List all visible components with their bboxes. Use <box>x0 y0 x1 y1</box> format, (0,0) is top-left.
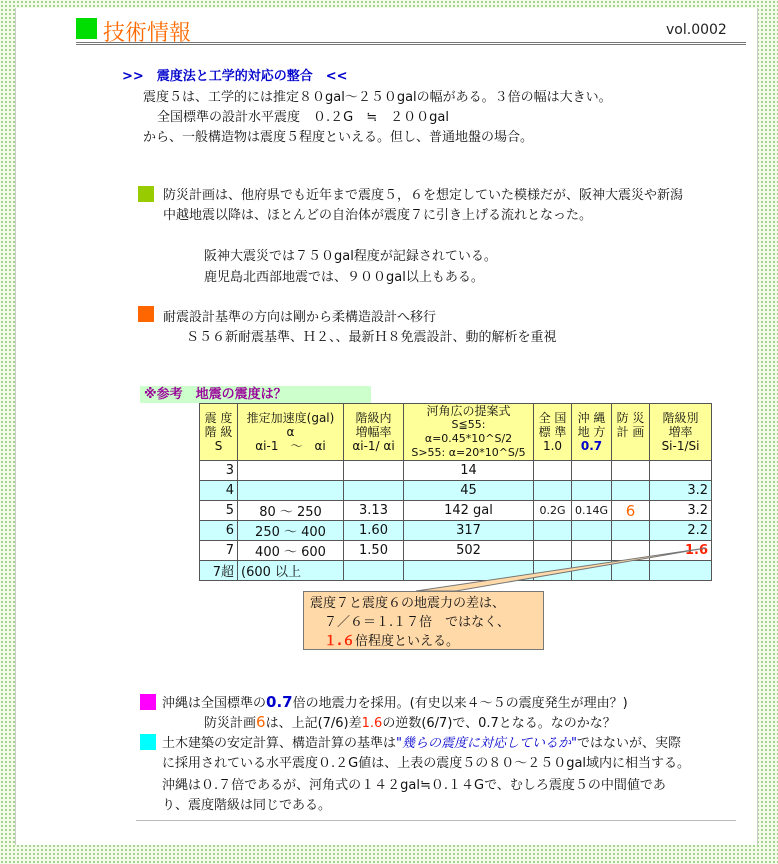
header-disaster-plan: 防 災 計 画 <box>612 404 650 461</box>
cell-kawasumi: 45 <box>404 481 534 501</box>
page <box>15 8 758 845</box>
callout-line2: ７／６＝１.１７倍 ではなく、 <box>324 615 510 630</box>
cell-kawasumi: 14 <box>404 461 534 481</box>
header-national-standard: 全 国 標 準 1.0 <box>534 404 572 461</box>
cell-intensity: 5 <box>200 501 238 521</box>
cell-intensity: 4 <box>200 481 238 501</box>
section5-quote: "幾らの震度に対応しているか" <box>396 736 577 751</box>
callout-box <box>303 591 544 650</box>
section5-line3: 沖縄は０.７倍であるが、河角式の１４２gal≒０.１４Gで、むしろ震度５の中間値であ <box>162 778 666 793</box>
reference-label: ※参考 地震の震度は？ <box>140 386 371 403</box>
cell-amplification: 1.50 <box>344 541 404 561</box>
cell-acceleration: 250 ～ 400 <box>238 521 344 541</box>
section4-line1-c: 倍の地震力を採用。(有史以来４～５の震度発生が理由？) <box>292 696 628 711</box>
cell-amplification: 1.60 <box>344 521 404 541</box>
cell-amplification: 3.13 <box>344 501 404 521</box>
section5-line4: り、震度階級は同じである。 <box>162 798 332 813</box>
cell-kawasumi: 142 gal <box>404 501 534 521</box>
cell-intensity: 7 <box>200 541 238 561</box>
section3-line2: Ｓ５６新耐震基準、Ｈ２、、最新Ｈ８免震設計、動的解析を重視 <box>186 330 557 345</box>
cell-intensity: 3 <box>200 461 238 481</box>
cell-grade: 2.2 <box>650 521 712 541</box>
section4-line1-a: 沖縄は全国標準の <box>162 696 267 711</box>
cell-national: 0.2G <box>534 501 572 521</box>
section4-disaster-six: 6 <box>256 713 266 731</box>
cell-kawasumi: 317 <box>404 521 534 541</box>
section2-line3: 阪神大震災では７５０gal程度が記録されている。 <box>204 249 497 264</box>
section4-line2-c: は、上記(7/6)差 <box>265 716 362 731</box>
footer-divider <box>136 820 736 821</box>
section2-line4: 鹿児島北西部地震では、９００gal以上もある。 <box>204 270 484 285</box>
cell-grade: 3.2 <box>650 481 712 501</box>
section1-line1: 震度５は、工学的には推定８０gal～２５０galの幅がある。３倍の幅は大きい。 <box>143 90 612 105</box>
callout-line3-rest: 倍程度といえる。 <box>354 634 459 649</box>
callout-value: １.６ <box>324 634 355 649</box>
header-okinawa: 沖 縄 地 方 0.7 <box>572 404 612 461</box>
section4-line2-e: の逆数(6/7)で、0.7となる。なのかな？ <box>382 716 616 731</box>
section4-line2-a: 防災計画 <box>204 716 257 731</box>
header-acceleration: 推定加速度(gal) α αi-1 ～ αi <box>238 404 344 461</box>
cell-grade: 1.6 <box>650 541 712 561</box>
cell-intensity: 7超 <box>200 561 238 581</box>
section5-line1-a: 土木建築の安定計算、構造計算の基準は <box>162 736 397 751</box>
header-intensity: 震 度 階 級 S <box>200 404 238 461</box>
section5-line2: に採用されている水平震度０.２G値は、上表の震度５の８０～２５０gal域内に相当する。 <box>162 756 691 771</box>
section4-line1 <box>162 692 628 711</box>
cell-kawasumi: 502 <box>404 541 534 561</box>
header-grade-ratio: 階級別 増率 Si-1/Si <box>650 404 712 461</box>
cell-acceleration: 400 ～ 600 <box>238 541 344 561</box>
cell-okinawa: 0.14G <box>572 501 612 521</box>
section5-line1-c: ではないが、実際 <box>576 736 681 751</box>
cell-grade: 3.2 <box>650 501 712 521</box>
section2-line1: 防災計画は、他府県でも近年まで震度５，６を想定していた模様だが、阪神大震災や新潟 <box>163 188 684 203</box>
section4-ratio: 1.6 <box>361 716 383 731</box>
header-kawasumi-formula: 河角広の提案式 S≦55: α=0.45*10^S/2 S>55: α=20*10^S/5 <box>404 404 534 461</box>
callout-line1: 震度７と震度６の地震力の差は、 <box>310 596 506 611</box>
section2-line2: 中越地震以降は、ほとんどの自治体が震度７に引き上げる流れとなった。 <box>163 208 593 223</box>
page-title: 技術情報 <box>103 21 192 46</box>
bullet-square-icon <box>140 734 156 750</box>
section1-line2: 全国標準の設計水平震度 ０.２G ≒ ２００gal <box>157 110 449 125</box>
header-amplification: 階級内 増幅率 αi-1/ αi <box>344 404 404 461</box>
callout-line3 <box>310 632 537 651</box>
section4-line2 <box>204 712 616 731</box>
bullet-square-icon <box>140 694 156 710</box>
section1-line3: から、一般構造物は震度５程度といえる。但し、普通地盤の場合。 <box>143 130 534 145</box>
section4-okinawa-factor: 0.7 <box>266 693 293 711</box>
cell-disaster: 6 <box>612 501 650 521</box>
section1-heading: >> 震度法と工学的対応の整合 << <box>122 69 348 84</box>
section5-line1 <box>162 732 681 751</box>
cell-intensity: 6 <box>200 521 238 541</box>
volume-number: vol.0002 <box>666 22 727 38</box>
cell-acceleration: 80 ～ 250 <box>238 501 344 521</box>
section3-line1: 耐震設計基準の方向は剛から柔構造設計へ移行 <box>163 310 437 325</box>
cell-acceleration: (600 以上 <box>238 561 344 581</box>
